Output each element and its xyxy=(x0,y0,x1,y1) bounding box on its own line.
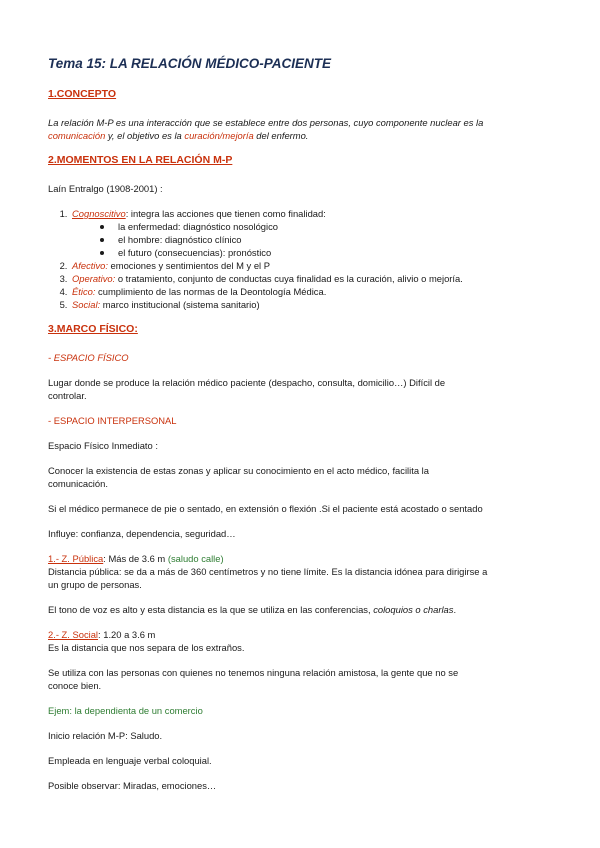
concepto-keyword-curacion: curación/mejoría xyxy=(184,130,254,141)
momento-name: Ético: xyxy=(72,286,96,297)
momentos-list xyxy=(48,207,552,311)
zona-publica-description xyxy=(48,565,552,591)
cognoscitivo-sublist xyxy=(72,220,552,259)
utiliza-line-2: conoce bien. xyxy=(48,680,102,691)
sub-item: el futuro (consecuencias): pronóstico xyxy=(100,246,552,259)
momento-name: Cognoscitivo xyxy=(72,208,126,219)
espacio-fisico-paragraph xyxy=(48,376,552,402)
concepto-text-5: del enfermo. xyxy=(253,130,309,141)
momento-name: Afectivo: xyxy=(72,260,108,271)
empleada-paragraph: Empleada en lenguaje verbal coloquial. xyxy=(48,755,212,766)
espacio-fisico-line-2: controlar. xyxy=(48,390,87,401)
espacio-fisico-label: - ESPACIO FÍSICO xyxy=(48,352,129,363)
concepto-text-3: y, el objetivo es la xyxy=(105,130,185,141)
momento-item-operativo xyxy=(70,272,552,285)
momento-item-etico xyxy=(70,285,552,298)
conocer-line-2: comunicación. xyxy=(48,478,108,489)
page-title: Tema 15: LA RELACIÓN MÉDICO-PACIENTE xyxy=(48,56,332,71)
momento-item-cognoscitivo xyxy=(70,207,552,259)
zona-publica-note: (saludo calle) xyxy=(167,553,224,564)
zona-social-header xyxy=(48,628,552,641)
zona-publica-value: : Más de 3.6 m xyxy=(103,553,168,564)
zona-publica-header xyxy=(48,552,552,565)
zona-social-label: 2.- Z. Social xyxy=(48,629,99,640)
conocer-paragraph xyxy=(48,464,552,490)
conocer-line-1: Conocer la existencia de estas zonas y aplicar su conocimiento en el acto médico, facilita la xyxy=(48,465,429,476)
concepto-paragraph xyxy=(48,116,552,142)
inicio-paragraph: Inicio relación M-P: Saludo. xyxy=(48,730,163,741)
section-heading-concepto: 1.CONCEPTO xyxy=(48,88,117,100)
espacio-inmediato: Espacio Físico Inmediato : xyxy=(48,440,158,451)
si-medico-paragraph: Si el médico permanece de pie o sentado, en extensión o flexión .Si el paciente está acostado o sentado xyxy=(48,503,483,514)
zona-publica-line-1: Distancia pública: se da a más de 360 centímetros y no tiene límite. Es la distancia idónea para dirigirse a xyxy=(48,566,488,577)
sub-item: la enfermedad: diagnóstico nosológico xyxy=(100,220,552,233)
utiliza-paragraph xyxy=(48,666,552,692)
posible-paragraph: Posible observar: Miradas, emociones… xyxy=(48,780,217,791)
zona-social-value: : 1.20 a 3.6 m xyxy=(98,629,156,640)
tono-italic: coloquios o charlas xyxy=(373,604,454,615)
zona-social-description: Es la distancia que nos separa de los extraños. xyxy=(48,642,245,653)
tono-text: El tono de voz es alto y esta distancia es la que se utiliza en las conferencias, xyxy=(48,604,374,615)
momento-name: Social: xyxy=(72,299,101,310)
momento-text: emociones y sentimientos del M y el P xyxy=(107,260,271,271)
zona-publica-line-2: un grupo de personas. xyxy=(48,579,142,590)
ejemplo-paragraph: Ejem: la dependienta de un comercio xyxy=(48,705,203,716)
momento-text: o tratamiento, conjunto de conductas cuya finalidad es la curación, alivio o mejoría. xyxy=(115,273,463,284)
espacio-fisico-line-1: Lugar donde se produce la relación médico paciente (despacho, consulta, domicilio…) Difícil de xyxy=(48,377,446,388)
influye-paragraph: Influye: confianza, dependencia, seguridad… xyxy=(48,528,236,539)
tono-paragraph xyxy=(48,603,552,616)
zona-publica-label: 1.- Z. Pública xyxy=(48,553,104,564)
momento-item-afectivo xyxy=(70,259,552,272)
tono-end: . xyxy=(453,604,457,615)
momento-text: cumplimiento de las normas de la Deontología Médica. xyxy=(95,286,327,297)
section-heading-marco-fisico: 3.MARCO FÍSICO: xyxy=(48,323,138,335)
momento-name: Operativo: xyxy=(72,273,116,284)
concepto-text-1: La relación M-P es una interacción que se establece entre dos personas, cuyo componente nuclear es la xyxy=(48,117,484,128)
momentos-intro: Laín Entralgo (1908-2001) : xyxy=(48,183,163,194)
section-heading-momentos: 2.MOMENTOS EN LA RELACIÓN M-P xyxy=(48,154,233,166)
utiliza-line-1: Se utiliza con las personas con quienes no tenemos ninguna relación amistosa, la gente que no se xyxy=(48,667,459,678)
concepto-keyword-comunicacion: comunicación xyxy=(48,130,106,141)
momento-text: : integra las acciones que tienen como finalidad: xyxy=(125,208,326,219)
sub-item: el hombre: diagnóstico clínico xyxy=(100,233,552,246)
momento-item-social xyxy=(70,298,552,311)
espacio-interpersonal-label: - ESPACIO INTERPERSONAL xyxy=(48,415,177,426)
momento-text: marco institucional (sistema sanitario) xyxy=(100,299,260,310)
